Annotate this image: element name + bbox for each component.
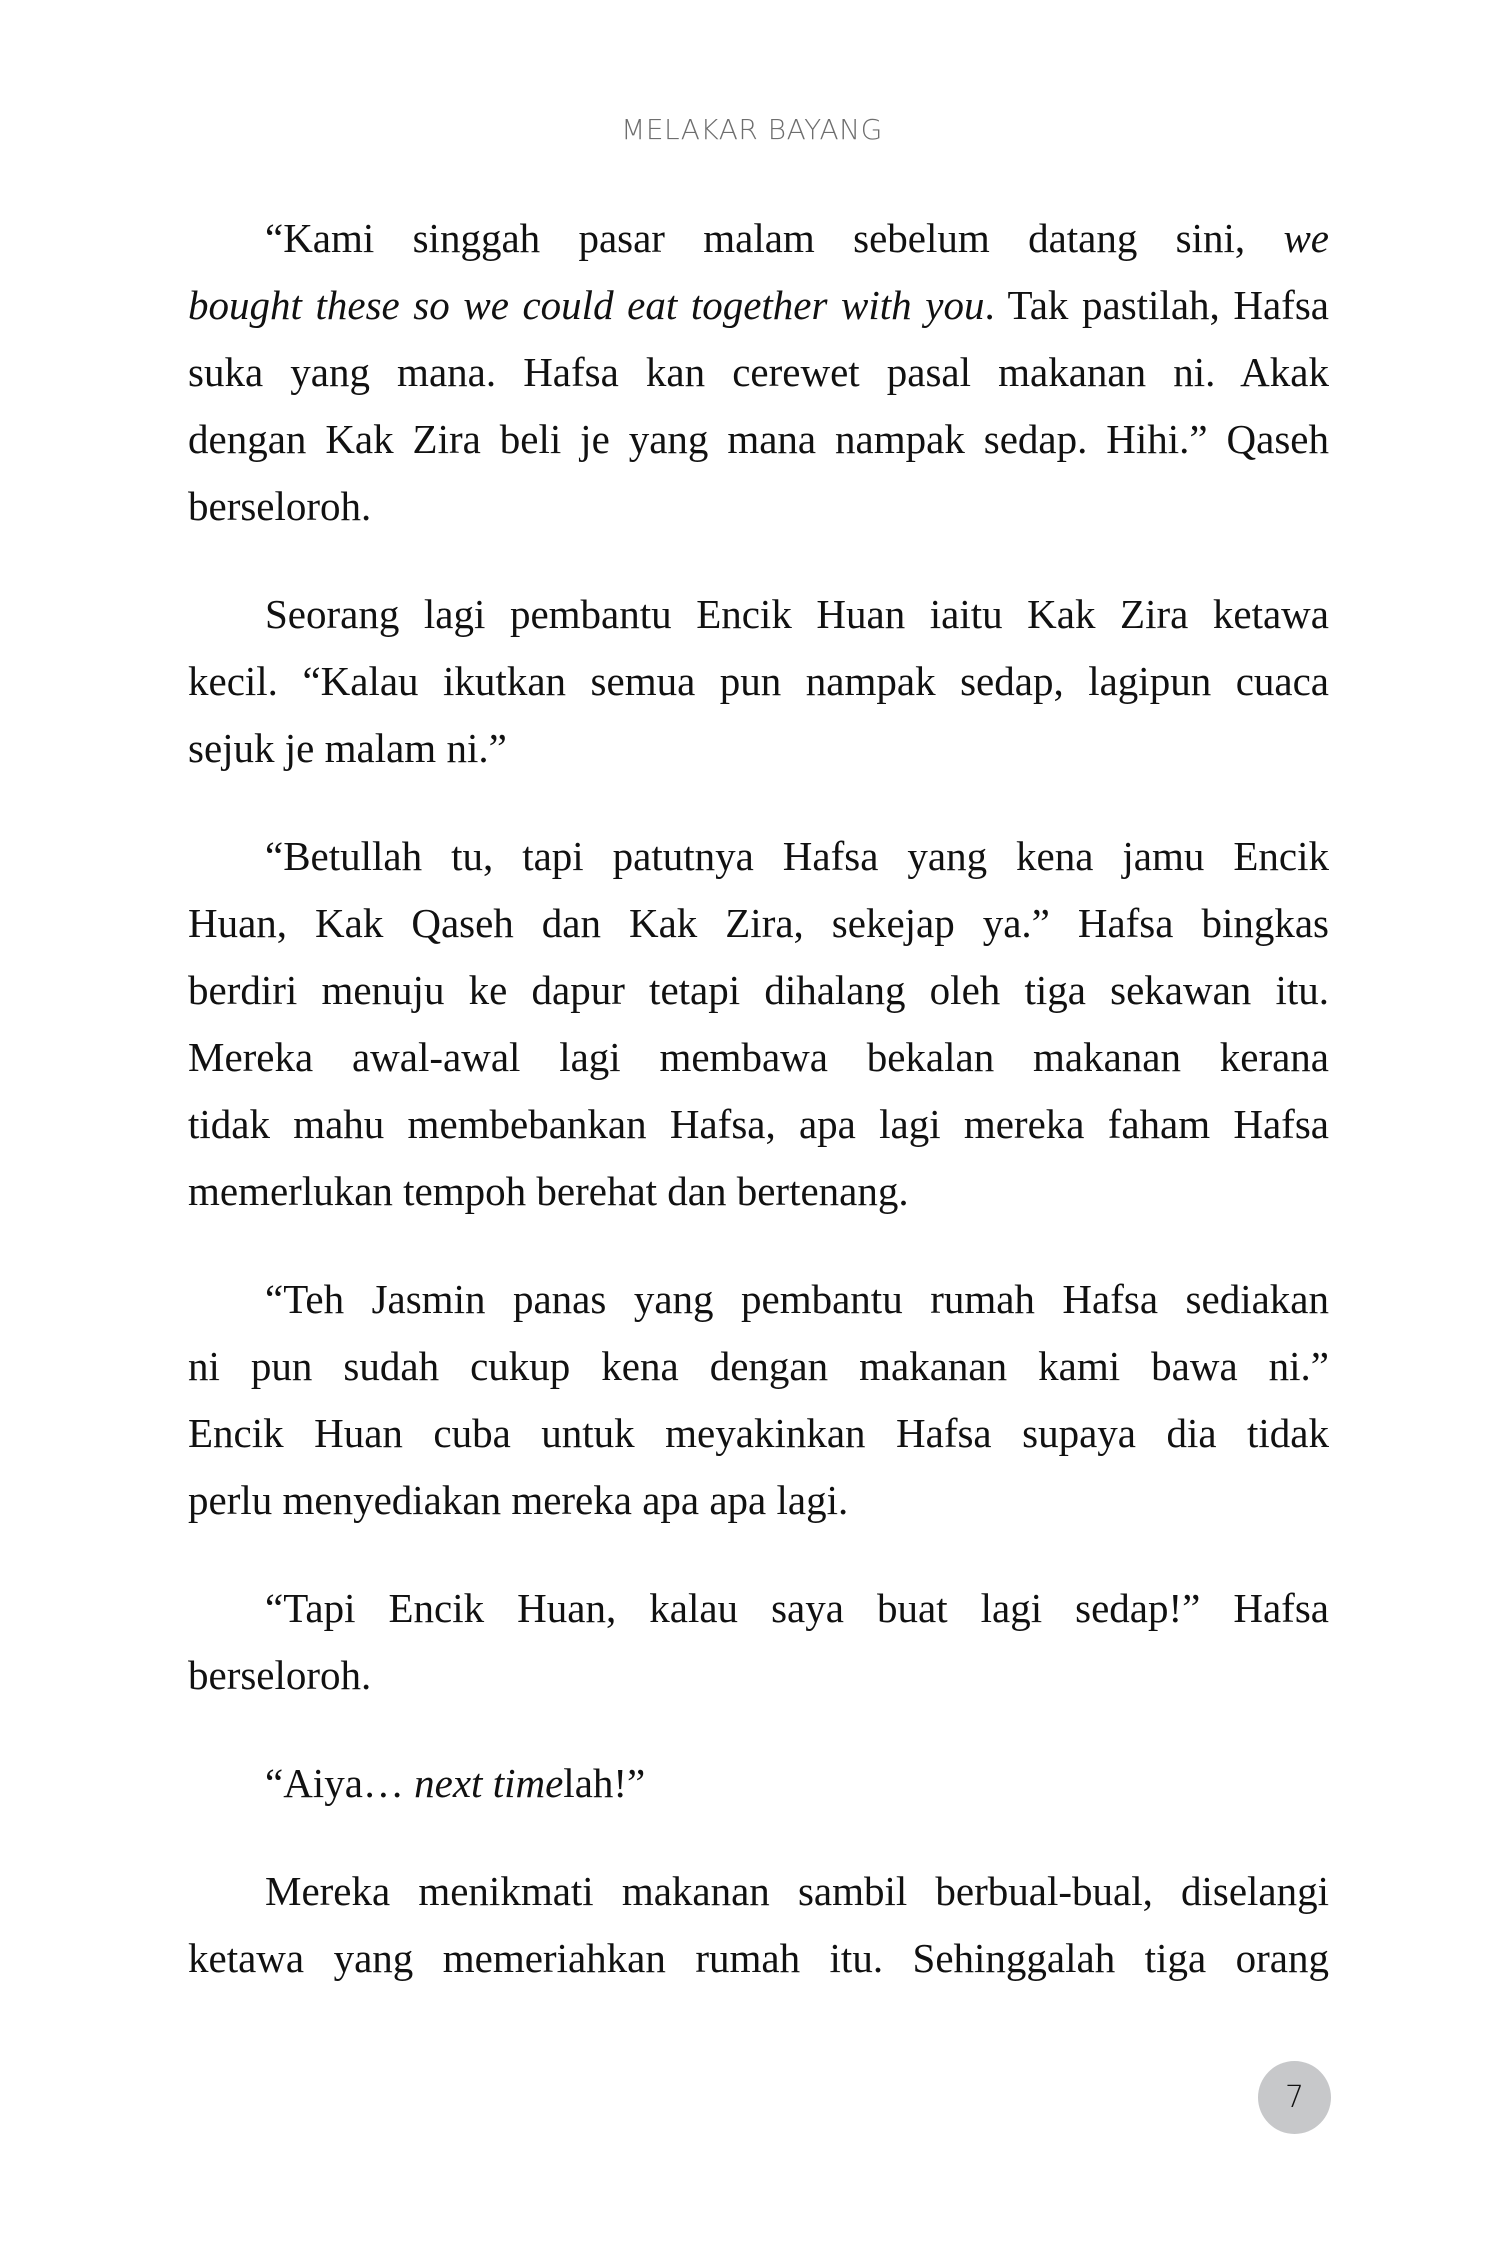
italic-text: next time — [414, 1760, 564, 1806]
text-line — [188, 1400, 1329, 1467]
running-header: MELAKAR BAYANG — [621, 113, 883, 146]
text-run: Seorang lagi pembantu Encik Huan iaitu Kak Zira ketawa — [265, 591, 1329, 637]
text-line — [188, 648, 1329, 715]
text-line — [188, 1925, 1329, 1992]
text-line — [188, 1858, 1329, 1925]
paragraph — [188, 205, 1329, 540]
text-line — [188, 1575, 1329, 1642]
text-line — [188, 473, 1329, 540]
text-line — [188, 205, 1329, 272]
text-run: kecil. “Kalau ikutkan semua pun nampak sedap, lagipun cuaca — [188, 658, 1329, 704]
text-run: Mereka awal-awal lagi membawa bekalan makanan kerana — [188, 1034, 1329, 1080]
text-line — [188, 823, 1329, 890]
text-line — [188, 1266, 1329, 1333]
text-run: lah!” — [563, 1760, 646, 1806]
body-text — [188, 205, 1329, 2033]
text-run: ketawa yang memeriahkan rumah itu. Sehinggalah tiga orang — [188, 1935, 1329, 1981]
text-line — [188, 581, 1329, 648]
text-run: memerlukan tempoh berehat dan bertenang. — [188, 1168, 909, 1214]
text-run: berdiri menuju ke dapur tetapi dihalang oleh tiga sekawan itu. — [188, 967, 1329, 1013]
text-run: “Betullah tu, tapi patutnya Hafsa yang kena jamu Encik — [265, 833, 1329, 879]
text-run: sejuk je malam ni.” — [188, 725, 507, 771]
text-run: Encik Huan cuba untuk meyakinkan Hafsa supaya dia tidak — [188, 1410, 1329, 1456]
text-run: ni pun sudah cukup kena dengan makanan kami bawa ni.” — [188, 1343, 1329, 1389]
italic-text: we — [1283, 215, 1329, 261]
text-line — [188, 1091, 1329, 1158]
paragraph — [188, 1858, 1329, 1992]
paragraph — [188, 1750, 1329, 1817]
text-run: Mereka menikmati makanan sambil berbual-bual, diselangi — [265, 1868, 1329, 1914]
text-run: berseloroh. — [188, 483, 372, 529]
text-line — [188, 339, 1329, 406]
text-line — [188, 1467, 1329, 1534]
text-line — [188, 1158, 1329, 1225]
text-run: suka yang mana. Hafsa kan cerewet pasal makanan ni. Akak — [188, 349, 1329, 395]
text-run: . Tak pastilah, Hafsa — [984, 282, 1329, 328]
text-run: tidak mahu membebankan Hafsa, apa lagi mereka faham Hafsa — [188, 1101, 1329, 1147]
text-line — [188, 1333, 1329, 1400]
text-line — [188, 272, 1329, 339]
text-run: “Tapi Encik Huan, kalau saya buat lagi sedap!” Hafsa — [265, 1585, 1329, 1631]
text-run: “Teh Jasmin panas yang pembantu rumah Hafsa sediakan — [265, 1276, 1329, 1322]
paragraph — [188, 1575, 1329, 1709]
text-line — [188, 890, 1329, 957]
text-line — [188, 1024, 1329, 1091]
paragraph — [188, 581, 1329, 782]
text-line — [188, 1750, 1329, 1817]
text-run: Huan, Kak Qaseh dan Kak Zira, sekejap ya.” Hafsa bingkas — [188, 900, 1329, 946]
italic-text: bought these so we could eat together with you — [188, 282, 985, 328]
text-line — [188, 1642, 1329, 1709]
text-line — [188, 406, 1329, 473]
paragraph — [188, 823, 1329, 1225]
paragraph — [188, 1266, 1329, 1534]
text-run: dengan Kak Zira beli je yang mana nampak sedap. Hihi.” Qaseh — [188, 416, 1329, 462]
text-line — [188, 715, 1329, 782]
text-run: berseloroh. — [188, 1652, 372, 1698]
text-run: “Aiya… — [265, 1760, 415, 1806]
text-run: perlu menyediakan mereka apa apa lagi. — [188, 1477, 849, 1523]
page-number-badge: 7 — [1258, 2061, 1331, 2134]
text-line — [188, 957, 1329, 1024]
text-run: “Kami singgah pasar malam sebelum datang sini, — [265, 215, 1284, 261]
